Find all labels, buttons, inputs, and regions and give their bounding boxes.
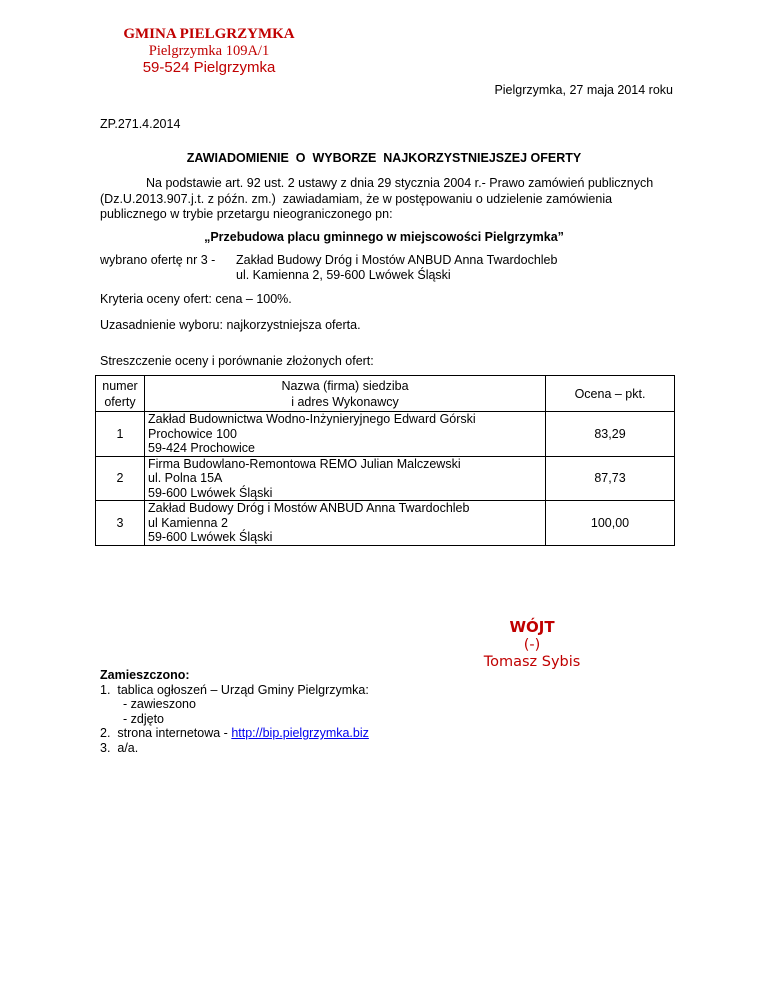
- column-header-score: Ocena – pkt.: [546, 376, 675, 412]
- offer-contractor: [145, 412, 546, 457]
- table-header-row: [96, 376, 675, 412]
- posting-item-2: [100, 726, 369, 741]
- municipality-name: GMINA PIELGRZYMKA: [123, 26, 295, 42]
- contractor-name: Zakład Budownictwa Wodno-Inżynieryjnego Edward Górski: [148, 412, 476, 426]
- municipality-address: Pielgrzymka 109A/1: [148, 43, 270, 59]
- chosen-offer-contractor: [236, 253, 557, 282]
- offer-score: 100,00: [546, 501, 675, 546]
- signatory-title: WÓJT: [509, 618, 555, 636]
- table-row: [96, 412, 675, 457]
- posting-heading: Zamieszczono:: [100, 668, 190, 682]
- summary-heading: Streszczenie oceny i porównanie złożonych ofert:: [100, 354, 374, 368]
- signatory-name: Tomasz Sybis: [483, 654, 581, 670]
- offer-number: 3: [96, 501, 145, 546]
- offer-score: 87,73: [546, 456, 675, 501]
- intro-line-2: (Dz.U.2013.907.j.t. z późn. zm.) zawiadamiam, że w postępowaniu o udzielenie zamówienia: [100, 191, 613, 206]
- offer-number: 1: [96, 412, 145, 457]
- contractor-name: Zakład Budowy Dróg i Mostów ANBUD Anna Twardochleb: [148, 501, 470, 515]
- bip-website-link[interactable]: http://bip.pielgrzymka.biz: [231, 726, 369, 740]
- intro-line-1: Na podstawie art. 92 ust. 2 ustawy z dnia 29 stycznia 2004 r.- Prawo zamówień publicznych: [146, 176, 654, 190]
- evaluation-criteria: Kryteria oceny ofert: cena – 100%.: [100, 292, 292, 306]
- posting-item-1-removed: - zdjęto: [123, 711, 164, 726]
- column-header-contractor-line2: i adres Wykonawcy: [291, 394, 399, 409]
- column-header-number-line1: numer: [102, 378, 138, 393]
- contractor-street: ul Kamienna 2: [148, 515, 228, 530]
- posting-list: [100, 668, 369, 755]
- document-date: Pielgrzymka, 27 maja 2014 roku: [494, 83, 673, 97]
- selection-justification: Uzasadnienie wyboru: najkorzystniejsza oferta.: [100, 318, 361, 332]
- chosen-offer-label: wybrano ofertę nr 3 -: [100, 253, 216, 267]
- contractor-city: 59-600 Lwówek Śląski: [148, 485, 273, 500]
- offer-number: 2: [96, 456, 145, 501]
- document-title: ZAWIADOMIENIE O WYBORZE NAJKORZYSTNIEJSZEJ OFERTY: [186, 151, 582, 165]
- column-header-contractor: [145, 376, 546, 412]
- posting-item-1-hung: - zawieszono: [123, 697, 196, 711]
- offer-score: 83,29: [546, 412, 675, 457]
- contractor-street: ul. Polna 15A: [148, 471, 223, 485]
- intro-paragraph: [100, 176, 674, 223]
- posting-item-1: 1. tablica ogłoszeń – Urząd Gminy Pielgrzymka:: [100, 682, 369, 697]
- posting-item-3: 3. a/a.: [100, 740, 139, 755]
- posting-item-2-label: 2. strona internetowa -: [100, 726, 232, 740]
- contractor-city: 59-424 Prochowice: [148, 441, 256, 455]
- signature-mark: (-): [523, 637, 541, 653]
- column-header-number: [96, 376, 145, 412]
- contractor-street: Prochowice 100: [148, 426, 237, 441]
- contractor-name: Firma Budowlano-Remontowa REMO Julian Malczewski: [148, 456, 461, 471]
- column-header-contractor-line1: Nazwa (firma) siedziba: [281, 378, 409, 393]
- chosen-contractor-address: ul. Kamienna 2, 59-600 Lwówek Śląski: [236, 267, 451, 282]
- contractor-city: 59-600 Lwówek Śląski: [148, 530, 273, 544]
- offers-table: [95, 375, 675, 546]
- municipality-postcode: 59-524 Pielgrzymka: [142, 59, 276, 76]
- table-row: [96, 501, 675, 546]
- column-header-number-line2: oferty: [104, 394, 136, 409]
- intro-line-3: publicznego w trybie przetargu nieograniczonego pn:: [100, 207, 393, 221]
- reference-number: ZP.271.4.2014: [100, 117, 181, 131]
- table-row: [96, 456, 675, 501]
- offer-contractor: [145, 501, 546, 546]
- chosen-contractor-name: Zakład Budowy Dróg i Mostów ANBUD Anna Twardochleb: [236, 253, 558, 267]
- project-name: „Przebudowa placu gminnego w miejscowości Pielgrzymka”: [204, 230, 564, 244]
- offer-contractor: [145, 456, 546, 501]
